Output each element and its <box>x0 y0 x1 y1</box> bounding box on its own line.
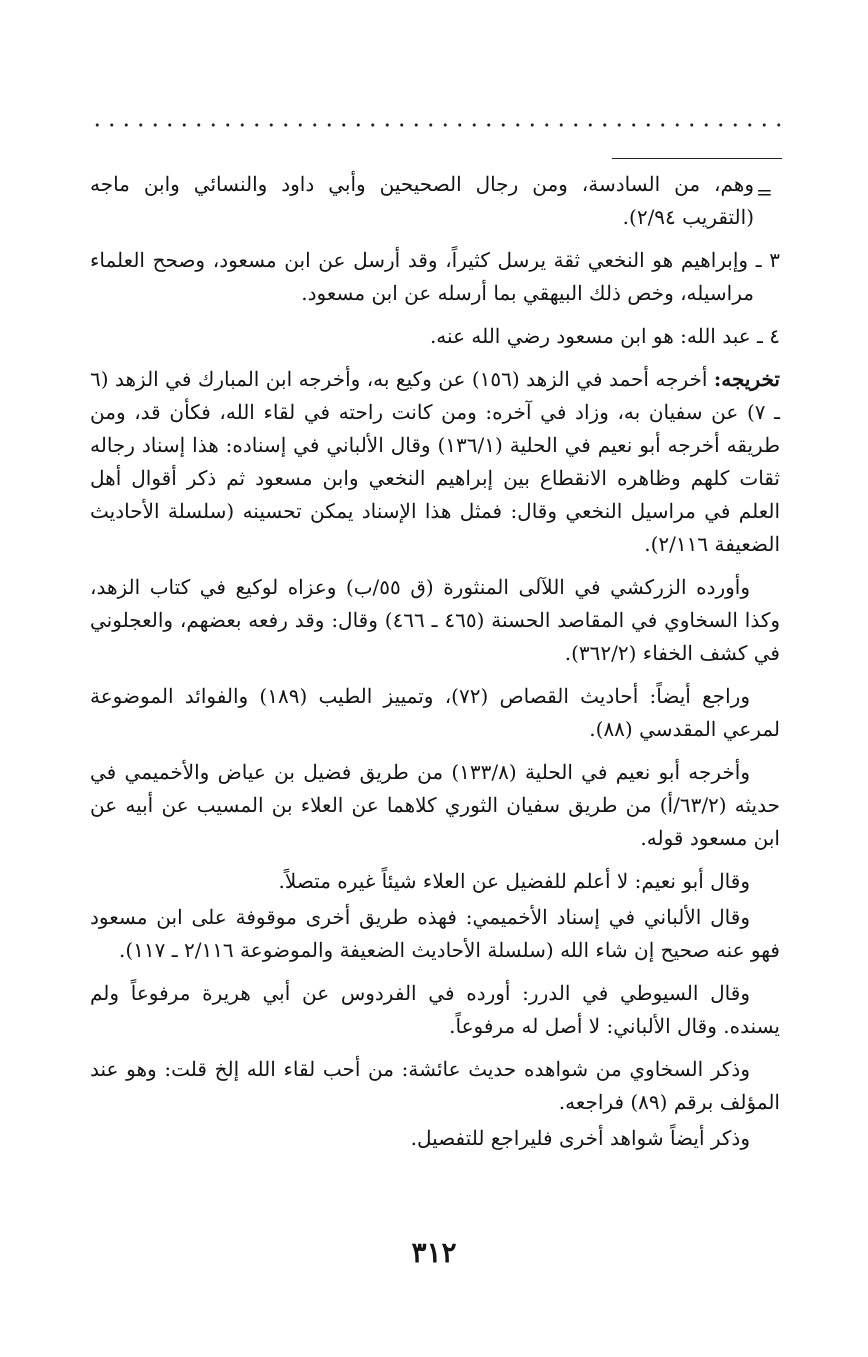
takhrij-paragraph-6: وقال الألباني في إسناد الأخميمي: فهذه طريق أخرى موقوفة على ابن مسعود فهو عنه صحيح إن شاء الله (سلسلة الأحاديث الضعيفة والموضوعة ٢/١١٦ ـ ١١٧). <box>90 905 780 962</box>
takhrij-paragraph-7: وقال السيوطي في الدرر: أورده في الفردوس عن أبي هريرة مرفوعاً ولم يسنده. وقال الألباني: لا أصل له مرفوعاً. <box>90 981 780 1038</box>
takhrij-paragraph-4: وأخرجه أبو نعيم في الحلية (١٣٣/٨) من طريق فضيل بن عياض والأخميمي في حديثه (٦٣/٢/أ) من طريق سفيان الثوري كلاهما عن العلاء بن المسيب عن أبيه عن ابن مسعود قوله. <box>90 760 780 850</box>
footnote-2-continued: وهم، من السادسة، ومن رجال الصحيحين وأبي داود والنسائي وابن ماجه (التقريب ٢/٩٤). <box>90 172 754 229</box>
takhrij-paragraph-8: وذكر السخاوي من شواهده حديث عائشة: من أحب لقاء الله إلخ قلت: وهو عند المؤلف برقم (٨٩) فراجعه. <box>90 1057 780 1114</box>
continuation-mark: = <box>756 180 773 204</box>
footnote-rule <box>612 158 782 159</box>
takhrij-paragraph-5: وقال أبو نعيم: لا أعلم للفضيل عن العلاء شيئاً غيره متصلاً. <box>278 869 750 893</box>
takhrij-paragraph-9: وذكر أيضاً شواهد أخرى فليراجع للتفصيل. <box>410 1126 750 1150</box>
takhrij-paragraph-2: وأورده الزركشي في اللآلى المنثورة (ق ٥٥/ب) وعزاه لوكيع في كتاب الزهد، وكذا السخاوي في المقاصد الحسنة (٤٦٥ ـ ٤٦٦) وقال: وقد رفعه بعضهم، والعجلوني في كشف الخفاء (٣٦٢/٢). <box>90 575 781 665</box>
takhrij-heading: تخريجه: <box>713 367 780 391</box>
page-number: ٣١٢ <box>411 1236 457 1269</box>
takhrij-paragraph-1 <box>90 363 780 561</box>
footnote-4: ٤ ـ عبد الله: هو ابن مسعود رضي الله عنه. <box>429 324 780 348</box>
dotted-separator <box>90 120 786 130</box>
takhrij-text-1: أخرجه أحمد في الزهد (١٥٦) عن وكيع به، وأخرجه ابن المبارك في الزهد (٦ ـ ٧) عن سفيان به، وزاد في آخره: ومن كانت راحته في لقاء الله، فكأن قد، ومن طريقه أخرجه أبو نعيم في الحلية (١٣٦/١) وقال الألباني في إسناده: هذا إسناد رجاله ثقات كلهم وظاهره الانقطاع بين إبراهيم النخعي وابن مسعود ثم ذكر أقوال أهل العلم في مراسيل النخعي وقال: فمثل هذا الإسناد يمكن تحسينه (سلسلة الأحاديث الضعيفة ٢/١١٦). <box>90 367 781 556</box>
takhrij-paragraph-3: وراجع أيضاً: أحاديث القصاص (٧٢)، وتمييز الطيب (١٨٩) والفوائد الموضوعة لمرعي المقدسي (٨٨). <box>90 684 780 741</box>
footnotes-body <box>90 168 780 1165</box>
footnote-3: ٣ ـ وإبراهيم هو النخعي ثقة يرسل كثيراً، وقد أرسل عن ابن مسعود، وصحح العلماء مراسيله، وخص ذلك البيهقي بما أرسله عن ابن مسعود. <box>90 248 780 305</box>
